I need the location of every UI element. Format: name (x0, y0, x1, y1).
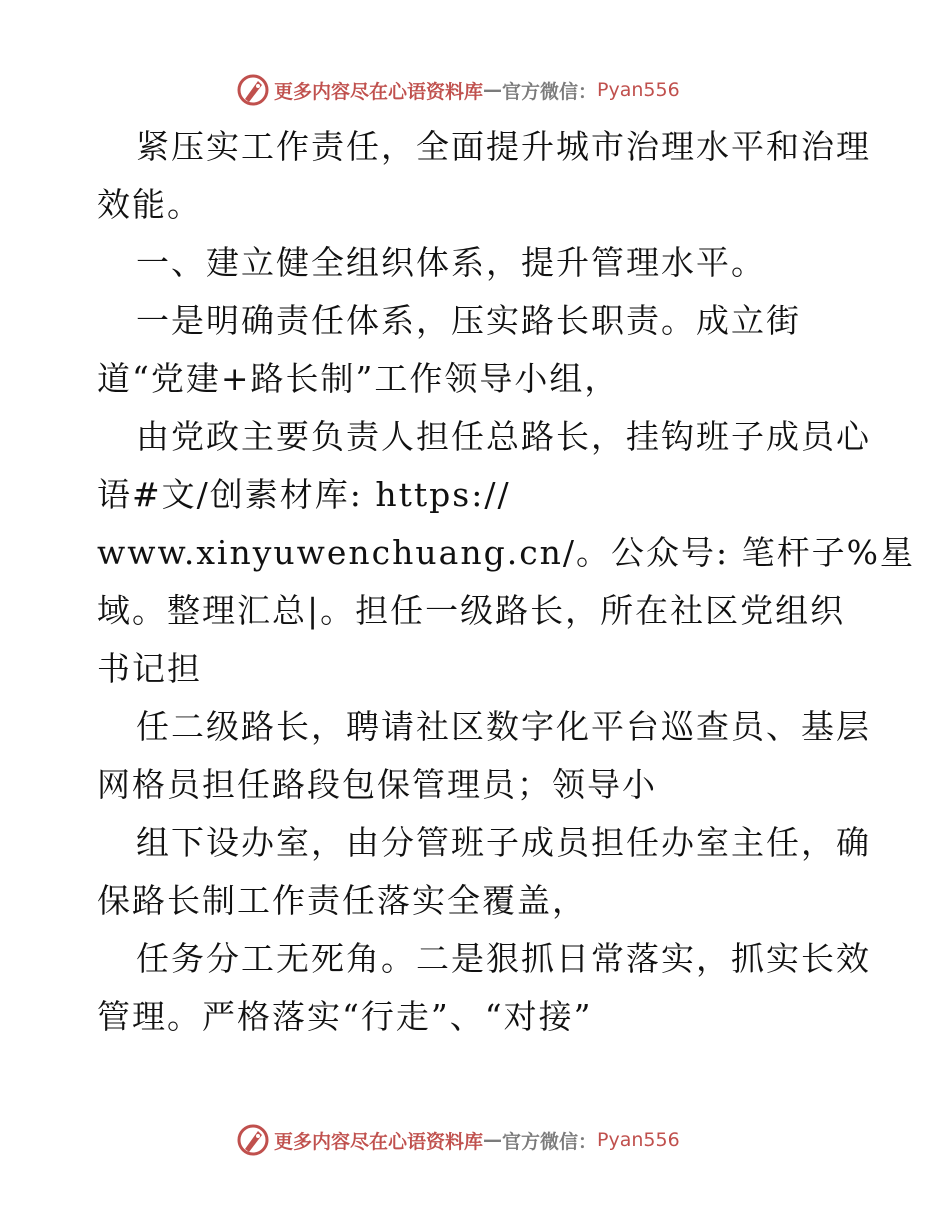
pen-logo-icon (236, 73, 270, 107)
body-line: 任二级路长，聘请社区数字化平台巡查员、基层 (136, 707, 871, 746)
body-line: 组下设办室，由分管班子成员担任办室主任，确 (136, 823, 871, 862)
body-line: 网格员担任路段包保管理员；领导小 (97, 765, 657, 804)
banner-site-text: 更多内容尽在心语资料库 (274, 1130, 484, 1153)
footer-banner (236, 1123, 680, 1157)
body-line: 道“党建+路长制”工作领导小组， (97, 359, 620, 398)
body-line: 任务分工无死角。二是狠抓日常落实，抓实长效 (136, 939, 871, 978)
body-line: 紧压实工作责任，全面提升城市治理水平和治理 (136, 127, 871, 166)
body-line: 效能。 (97, 185, 202, 224)
body-line: 书记担 (97, 649, 202, 688)
body-line: 由党政主要负责人担任总路长，挂钩班子成员心 (136, 417, 871, 456)
body-line: www.xinyuwenchuang.cn/。公众号: 笔杆子%星 (97, 533, 916, 572)
banner-dash: — (483, 1129, 503, 1151)
banner-site-text: 更多内容尽在心语资料库 (274, 80, 484, 103)
banner-wechat-label: 官方微信： (502, 1130, 598, 1153)
body-line: 保路长制工作责任落实全覆盖， (97, 881, 587, 920)
body-line: 域。整理汇总|。担任一级路长，所在社区党组织 (97, 591, 846, 630)
pen-logo-icon (236, 1123, 270, 1157)
body-line: 管理。严格落实“行走”、“对接” (97, 997, 593, 1036)
banner-wechat-id: Pyan556 (597, 1129, 680, 1151)
banner-wechat-label: 官方微信： (502, 80, 598, 103)
body-line: 一是明确责任体系，压实路长职责。成立街 (136, 301, 801, 340)
banner-dash: — (483, 79, 503, 101)
body-line: 语#文/创素材库: https:// (97, 475, 511, 514)
section-heading: 一、建立健全组织体系，提升管理水平。 (136, 243, 766, 282)
banner-wechat-id: Pyan556 (597, 79, 680, 101)
header-banner (236, 73, 680, 107)
